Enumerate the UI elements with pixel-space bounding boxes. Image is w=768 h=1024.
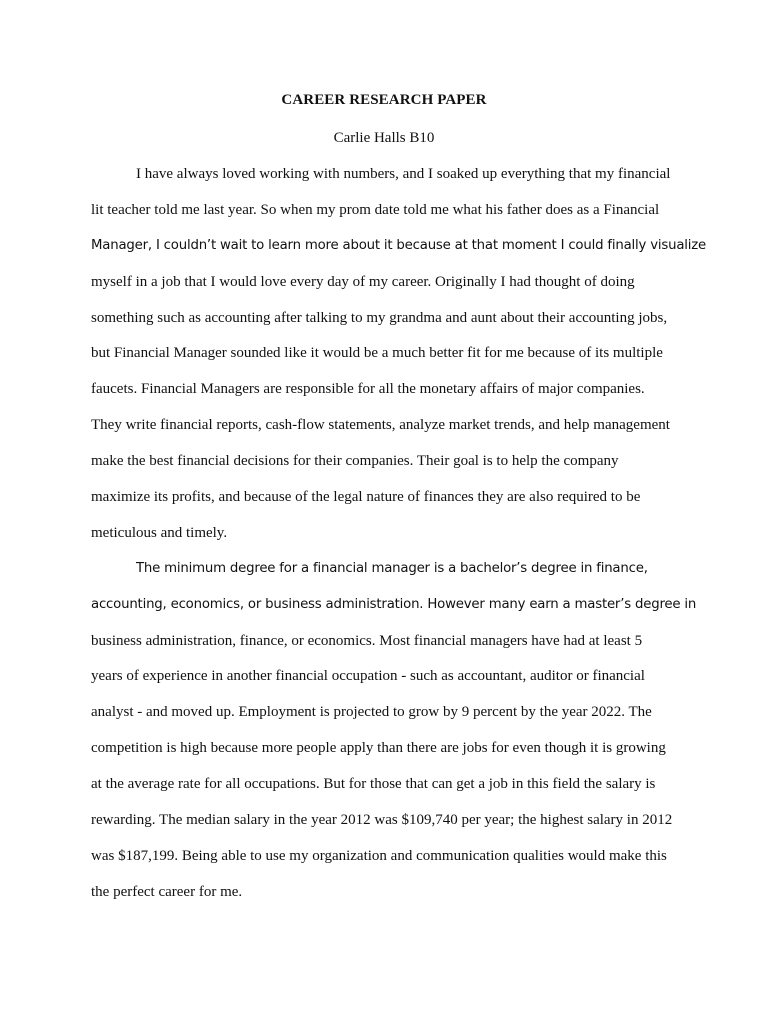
author-line: Carlie Halls B10 [333, 130, 435, 146]
text-line: Manager, I couldn’t wait to learn more about it because at that moment I could finally visualize [91, 237, 707, 253]
text-line: myself in a job that I would love every day of my career. Originally I had thought of doing [91, 273, 635, 290]
paragraph-1 [91, 163, 707, 558]
body-text [91, 163, 707, 917]
text-line: The minimum degree for a financial manager is a bachelor’s degree in finance, [136, 560, 648, 576]
text-line: was $187,199. Being able to use my organization and communication qualities would make this [91, 847, 667, 864]
text-line: analyst - and moved up. Employment is projected to grow by 9 percent by the year 2022. The [91, 704, 652, 721]
text-line: competition is high because more people apply than there are jobs for even though it is growing [91, 740, 666, 757]
text-line: faucets. Financial Managers are responsible for all the monetary affairs of major companies. [91, 381, 645, 398]
text-line: the perfect career for me. [91, 883, 243, 900]
text-line: business administration, finance, or economics. Most financial managers have had at least 5 [91, 632, 643, 649]
text-line: but Financial Manager sounded like it would be a much better fit for me because of its multiple [91, 345, 663, 362]
text-line: They write financial reports, cash-flow statements, analyze market trends, and help management [91, 417, 670, 434]
paper-title: CAREER RESEARCH PAPER [281, 92, 487, 108]
text-line: at the average rate for all occupations. But for those that can get a job in this field the salary is [91, 776, 656, 793]
text-line: something such as accounting after talking to my grandma and aunt about their accounting jobs, [91, 309, 668, 326]
text-line: make the best financial decisions for their companies. Their goal is to help the company [91, 453, 619, 470]
text-line: years of experience in another financial occupation - such as accountant, auditor or financial [91, 668, 645, 685]
text-line: I have always loved working with numbers, and I soaked up everything that my financial [136, 166, 671, 182]
text-line: lit teacher told me last year. So when my prom date told me what his father does as a Financial [91, 201, 660, 218]
text-line: rewarding. The median salary in the year 2012 was $109,740 per year; the highest salary in 2012 [91, 812, 673, 829]
paragraph-2 [91, 558, 697, 917]
text-line: meticulous and timely. [91, 524, 228, 541]
text-line: maximize its profits, and because of the legal nature of finances they are also required to be [91, 489, 641, 506]
text-line: accounting, economics, or business administration. However many earn a master’s degree in [91, 596, 697, 612]
